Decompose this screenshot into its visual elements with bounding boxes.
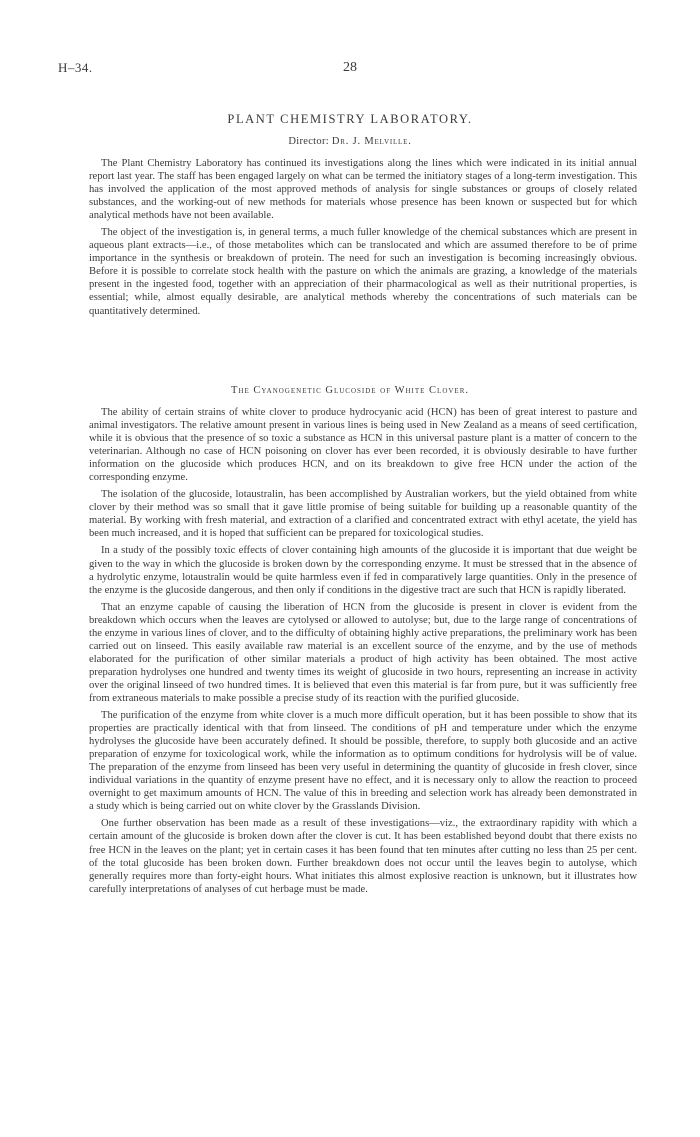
document-reference: H–34. [58,60,93,75]
page-title: PLANT CHEMISTRY LABORATORY. [227,112,473,126]
section-paragraph-6: One further observation has been made as a result of these investigations—viz., the extraordinary rapidity with which a certain amount of the glucoside is broken down after the clover is cut. It has been established beyond doubt that there exists no free HCN in the leaves on the plant; yet in certain cases it has been found that ten minutes after cutting no less than 25 per cent. of the total glucoside has been broken down. Further breakdown does not occur until the leaves begin to autolyse, which generally requires more than forty-eight hours. What initiates this almost explosive reaction is unknown, but it illustrates how carefully interpretations of analyses of cut herbage must be made. [89,818,637,895]
section-heading: The Cyanogenetic Glucoside of White Clover. [230,385,469,396]
intro-section [89,157,637,322]
section-paragraph-4: That an enzyme capable of causing the liberation of HCN from the glucoside is present in clover is evident from the breakdown which occurs when the leaves are cytolysed or allowed to autolyse; but, due to the large range of concentrations of the enzyme in various lines of clover, and to the difficulty of obtaining highly active preparations, the preliminary work has been carried out on linseed. This easily available raw material is an excellent source of the enzyme, and by the use of methods elaborated for the purification of other similar materials a product of high activity has been obtained. The most active preparation hydrolyses one hundred and twenty times its weight of glucoside in two hours, representing an increase in activity over the original linseed of two hundred times. It is believed that even this material is far from pure, but it was sufficiently free from extraneous materials to make possible a precise study of its reaction with the purified glucoside. [89,601,637,704]
section-paragraph-1: The ability of certain strains of white clover to produce hydrocyanic acid (HCN) has been of great interest to pasture and animal investigators. The relative amount present in various lines is being used in New Zealand as a means of seed certification, while it is obvious that the presence of so toxic a substance as HCN in this universal pasture plant is a matter of concern to the veterinarian. Although no case of HCN poisoning on clover has ever been recorded, it is obviously desirable to have further information on the glucoside which produces HCN, and on its breakdown to give free HCN under the action of the corresponding enzyme. [89,407,637,484]
section-paragraph-5: The purification of the enzyme from white clover is a much more difficult operation, but it has been possible to show that its properties are practically identical with that from linseed. The conditions of pH and temperature under which the enzyme hydrolyses the glucoside have been accurately defined. It should be possible, therefore, to supply both glucoside and an active preparation of enzyme for toxicological work, while the information as to optimum conditions for hydrolysis will be of value. The preparation of the enzyme from linseed has been very useful in determining the quantity of glucoside in fresh clover, since individual variations in the quantity of enzyme present have no effect, and it is necessary only to allow the reaction to proceed overnight to get maximum amounts of HCN. The value of this in breeding and selection work has already been demonstrated in a study which is being carried out on white clover by the Grasslands Division. [89,710,637,813]
page-number: 28 [343,60,357,75]
section-paragraph-3: In a study of the possibly toxic effects of clover containing high amounts of the glucoside it is important that due weight be given to the way in which the glucoside is broken down by the corresponding enzyme. It must be stressed that in the absence of a hydrolytic enzyme, lotaustralin would be quite harmless even if fed in comparatively large quantities. Only in the presence of the enzyme is the glucoside dangerous, and then only if conditions in the digestive tract are such that HCN is rapidly liberated. [89,545,637,596]
intro-paragraph-1: The Plant Chemistry Laboratory has continued its investigations along the lines which were indicated in its initial annual report last year. The staff has been engaged largely on what can be termed the initiatory stages of a long-term investigation. This has involved the application of the most approved methods of analysis for single substances or groups of closely related substances, and the working-out of new methods for materials whose presence has been known or suspected but for which analytical methods have not been available. [89,158,637,222]
director-label: Director: [288,136,329,147]
intro-paragraph-2: The object of the investigation is, in general terms, a much fuller knowledge of the chemical substances which are present in aqueous plant extracts—i.e., of those metabolites which can be translocated and which are assumed therefore to be of prime importance in the synthesis or breakdown of protein. The need for such an investigation is becoming increasingly obvious. Before it is possible to correlate stock health with the pasture on which the animals are grazing, a knowledge of the materials present in the ingested food, together with an appreciation of their pharmacological as well as their nutritional properties, is essential; while, almost equally desirable, are analytical methods whereby the concentrations of such materials can be quantitatively determined. [89,227,637,317]
director-name: Dr. J. Melville. [331,136,412,147]
section-paragraph-2: The isolation of the glucoside, lotaustralin, has been accomplished by Australian workers, but the yield obtained from white clover by their method was so small that it gave little promise of being suitable for building up a reasonable quantity of the material. By working with fresh material, and extraction of a clarified and concentrated extract with ethyl acetate, the yield has been much increased, and it is hoped that sufficient can be prepared for toxicological studies. [89,489,637,540]
clover-section [89,406,637,900]
director-line [0,136,700,147]
